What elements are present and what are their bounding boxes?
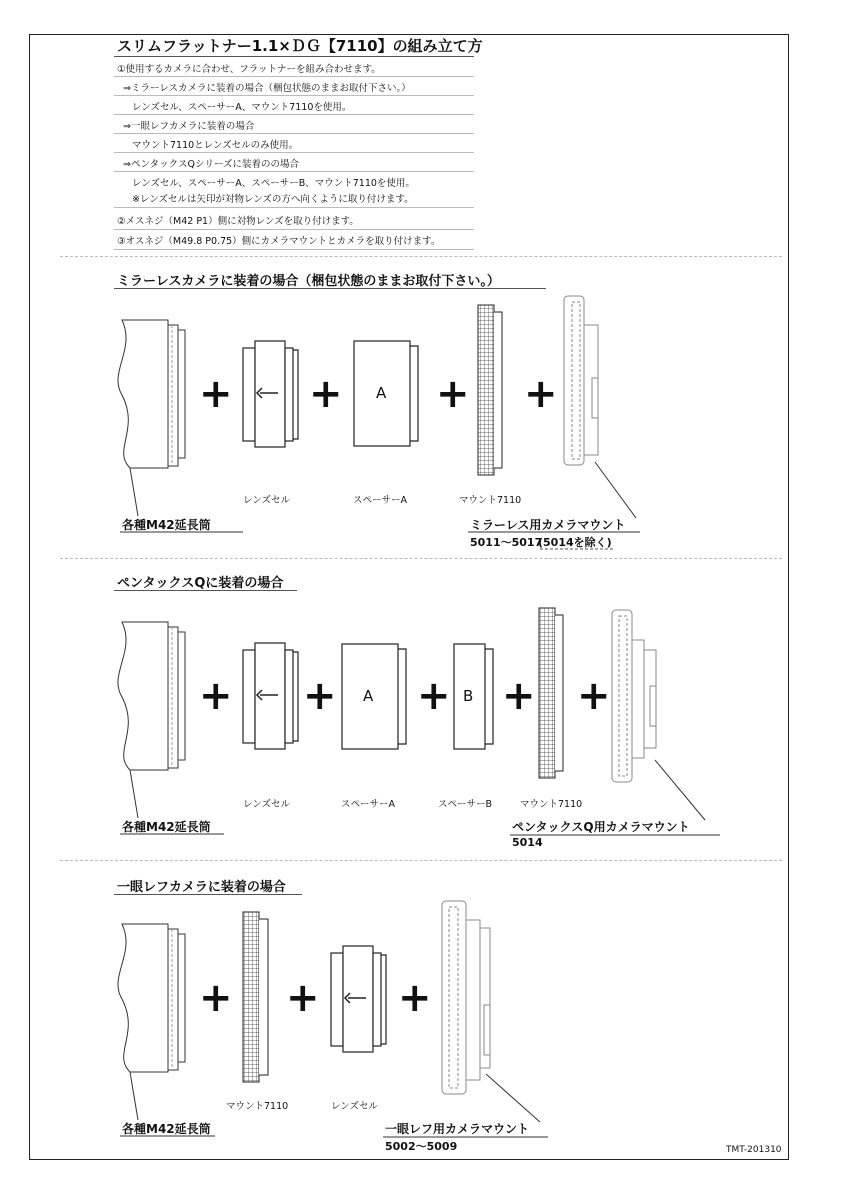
ext-tube-caption: 各種M42延長筒 <box>122 1122 211 1136</box>
part-label-spacer-b: スペーサーB <box>438 799 493 810</box>
spacer-a-letter: A <box>376 384 387 402</box>
extension-tube-drawing <box>118 320 185 468</box>
lens-cell-drawing <box>243 643 298 749</box>
instruction-pentax: ⇒ペンタックスQシリーズに装着のの場合 <box>123 159 299 170</box>
camera-mount-drawing <box>612 610 656 782</box>
part-label-lens-cell: レンズセル <box>331 1101 378 1112</box>
mount-7110-drawing <box>539 608 563 778</box>
plus-sign: + <box>417 673 451 719</box>
plus-sign: + <box>398 975 432 1021</box>
plus-sign: + <box>199 673 233 719</box>
mount-7110-drawing <box>243 912 268 1082</box>
heading-underline <box>114 894 302 895</box>
section-heading-mirrorless: ミラーレスカメラに装着の場合（梱包状態のままお取付下さい。） <box>117 274 500 289</box>
camera-mount-exclusion: (5014を除く) <box>538 536 612 549</box>
instruction-note: ※レンズセルは矢印が対物レンズの方へ向くように取り付けます。 <box>132 194 414 205</box>
plus-sign: + <box>199 975 233 1021</box>
instruction-slr-parts: マウント7110とレンズセルのみ使用。 <box>132 140 299 151</box>
section-heading-slr: 一眼レフカメラに装着の場合 <box>117 880 286 895</box>
instruction-mirrorless: ⇒ミラーレスカメラに装着の場合（梱包状態のままお取付下さい。） <box>123 83 411 94</box>
part-label-mount: マウント7110 <box>226 1101 289 1112</box>
camera-mount-models: 5011～5017 <box>470 536 543 549</box>
heading-underline <box>114 288 546 289</box>
instruction-2: ②メスネジ（M42 P1）側に対物レンズを取り付けます。 <box>117 216 359 227</box>
camera-mount-caption: ミラーレス用カメラマウント <box>470 518 626 532</box>
instruction-1: ①使用するカメラに合わせ、フラットナーを組み合わせます。 <box>117 64 381 75</box>
camera-mount-caption: 一眼レフ用カメラマウント <box>385 1122 530 1136</box>
part-label-spacer-a: スペーサーA <box>341 799 395 810</box>
leader-line-camera-mount <box>486 1074 540 1122</box>
extension-tube-drawing <box>118 622 185 770</box>
plus-sign: + <box>309 371 343 417</box>
lens-cell-drawing <box>243 341 298 447</box>
document-code: TMT-201310 <box>726 1145 782 1155</box>
plus-sign: + <box>303 673 337 719</box>
leader-line-ext-tube <box>130 1072 138 1120</box>
part-label-spacer-a: スペーサーA <box>353 495 407 506</box>
page-title: スリムフラットナー1.1×ＤＧ【7110】の組み立て方 <box>117 37 483 55</box>
plus-sign: + <box>502 673 536 719</box>
spacer-b-drawing <box>454 644 493 749</box>
instruction-3: ③オスネジ（M49.8 P0.75）側にカメラマウントとカメラを取り付けます。 <box>117 236 441 247</box>
plus-sign: + <box>577 673 611 719</box>
camera-mount-models: 5002～5009 <box>385 1140 458 1153</box>
plus-sign: + <box>524 371 558 417</box>
leader-line-ext-tube <box>130 770 138 818</box>
plus-sign: + <box>286 975 320 1021</box>
spacer-b-letter: B <box>463 687 474 705</box>
camera-mount-drawing <box>564 296 598 465</box>
instruction-pentax-parts: レンズセル、スペーサーA、スペーサーB、マウント7110を使用。 <box>132 178 415 189</box>
heading-underline <box>114 590 297 591</box>
section-heading-pentax-q: ペンタックスQに装着の場合 <box>117 576 284 591</box>
part-label-lens-cell: レンズセル <box>243 799 290 810</box>
leader-line-camera-mount <box>655 760 705 820</box>
camera-mount-models: 5014 <box>512 836 543 849</box>
instruction-slr: ⇒一眼レフカメラに装着の場合 <box>123 121 255 132</box>
lens-cell-drawing <box>331 946 386 1052</box>
plus-sign: + <box>436 371 470 417</box>
extension-tube-drawing <box>118 924 185 1072</box>
mount-7110-drawing <box>478 305 502 475</box>
leader-line-camera-mount <box>595 462 636 518</box>
part-label-mount: マウント7110 <box>520 799 583 810</box>
part-label-lens-cell: レンズセル <box>243 495 290 506</box>
instruction-mirrorless-parts: レンズセル、スペーサーA、マウント7110を使用。 <box>132 102 352 113</box>
camera-mount-caption: ペンタックスQ用カメラマウント <box>512 820 690 834</box>
spacer-a-letter: A <box>363 687 374 705</box>
leader-line-ext-tube <box>130 468 138 516</box>
spacer-a-drawing <box>342 644 406 749</box>
ext-tube-caption: 各種M42延長筒 <box>122 518 211 532</box>
plus-sign: + <box>199 371 233 417</box>
part-label-mount: マウント7110 <box>459 495 522 506</box>
camera-mount-drawing <box>442 901 490 1094</box>
ext-tube-caption: 各種M42延長筒 <box>122 820 211 834</box>
